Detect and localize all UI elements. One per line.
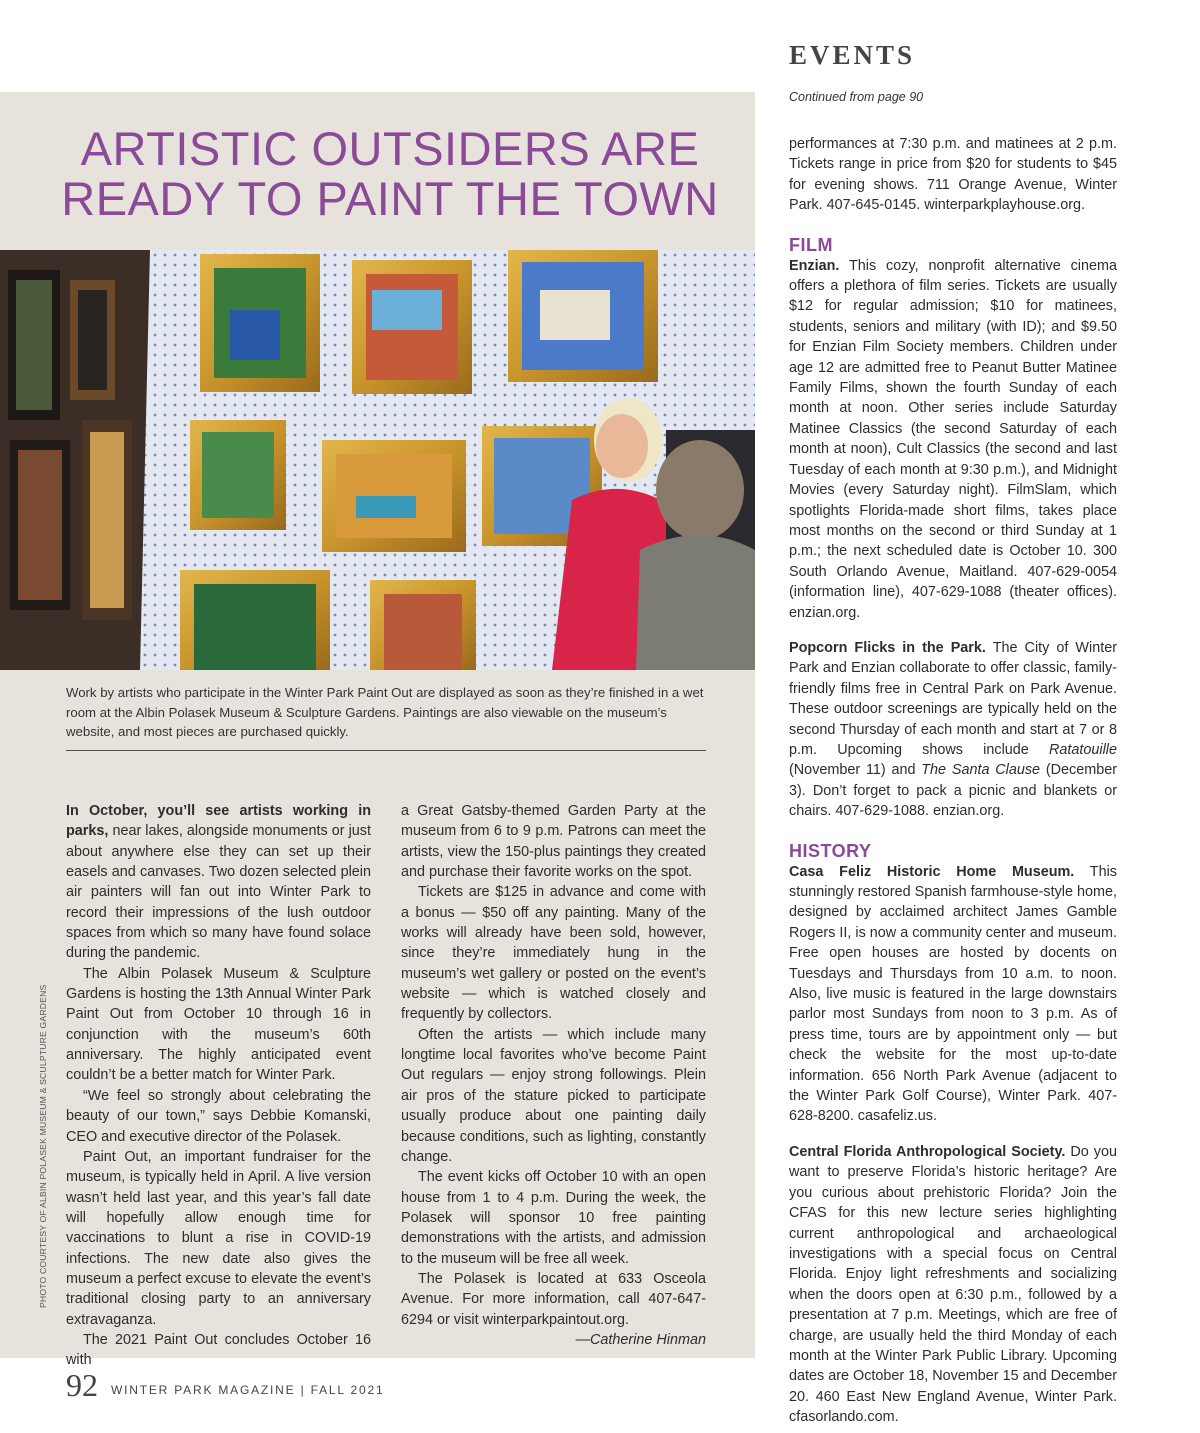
gallery-photo-illustration [0,250,755,670]
gallery-photo [0,250,755,670]
listing-name: Central Florida Anthropological Society. [789,1143,1066,1160]
caption-divider [66,750,706,751]
listing-name: Enzian. [789,257,840,274]
headline-line-1: ARTISTIC OUTSIDERS ARE [80,122,700,175]
listing-text: (December 3). Don’t forget to pack a picnic and blankets or chairs. 407-629-1088. enzian.org. [789,762,1117,820]
category-heading-history: HISTORY [789,840,872,861]
section-title: EVENTS [789,40,916,70]
listing-text: (November 11) and [789,762,922,779]
photo-credit: PHOTO COURTESY OF ALBIN POLASEK MUSEUM & SCULPTURE GARDENS [38,984,48,1308]
listing-text: This cozy, nonprofit alternative cinema offers a plethora of film series. Tickets are usually $12 for regular admission; $10 for matinees, students, seniors and military (with ID); and $9.50 for Enzian Film Society members. Children under age 12 are admitted free to Peanut Butter Matinee Family Films, shown the fourth Sunday of each month at noon. Other series include Saturday Matinee Classics (the second Saturday of each month at noon), Cult Classics (the second and last Tuesday of each month at 9:30 p.m.), and Midnight Movies (every Saturday night). FilmSlam, which spotlights Florida-made short films, takes place most months on the second or third Sunday at 1 p.m.; the next scheduled date is October 10. 300 South Orlando Avenue, Maitland. 407-629-0054 (information line), 407-629-1088 (theater offices). enzian.org. [789,257,1117,621]
film-title: Ratatouille [1049,741,1117,758]
article-paragraph: The Polasek is located at 633 Osceola Avenue. For more information, call 407-647-6294 or visit winterparkpaintout.org. [401,1270,706,1328]
listing-name: Casa Feliz Historic Home Museum. [789,863,1075,880]
article-paragraph: “We feel so strongly about celebrating the beauty of our town,” says Debbie Komanski, CEO and executive director of the Polasek. [66,1087,371,1145]
continued-note: Continued from page 90 [789,90,924,104]
listing-continued-text: performances at 7:30 p.m. and matinees at 2 p.m. Tickets range in price from $20 for students to $45 for evening shows. 711 Orange Avenue, Winter Park. 407-645-0145. winterparkplayhouse.org. [789,136,1117,214]
listing-text: The City of Winter Park and Enzian collaborate to offer classic, family-friendly films free in Central Park on Park Avenue. These outdoor screenings are typically held on the second Thursday of each month and start at 7 or 8 p.m. Upcoming shows include [789,639,1117,758]
article-paragraph [66,801,371,964]
publication-footer: WINTER PARK MAGAZINE | FALL 2021 [111,1383,385,1397]
article-lead-rest: near lakes, alongside monuments or just about anywhere else they can set up their easels and canvases. Two dozen selected plein air painters will fan out into Winter Park to record their impressions of the lush outdoor spaces from which so many have found solace during the pandemic. [66,823,371,962]
article-paragraph-continued: a Great Gatsby-themed Garden Party at the museum from 6 to 9 p.m. Patrons can meet the artists, view the 150-plus paintings they created and purchase their favorite works on the spot. [401,803,706,881]
article-column-1 [66,801,371,1371]
headline-line-2: READY TO PAINT THE TOWN [61,172,719,225]
article-byline: —Catherine Hinman [575,1331,706,1348]
article-paragraph: Often the artists — which include many longtime local favorites who’ve become Paint Out regulars — enjoy strong followings. Plein air pros of the stature picked to participate usually produce about one painting daily because conditions, such as lighting, constantly change. [401,1026,706,1165]
article-lead: In October, you’ll see artists working in parks, [66,803,371,840]
listing-enzian [789,256,1117,623]
listing-popcorn-flicks [789,638,1117,822]
listing-name: Popcorn Flicks in the Park. [789,639,986,656]
article-paragraph-continued: The 2021 Paint Out concludes October 16 with [66,1331,371,1369]
listing-text: This stunningly restored Spanish farmhouse-style home, designed by acclaimed architect James Gamble Rogers II, is now a community center and museum. Free open houses are hosted by docents on Tuesdays and Thursdays from 10 a.m. to noon. Also, live music is featured in the large downstairs parlor most Sundays from noon to 3 p.m. As of press time, tours are by appointment only — but check the website for the most up-to-date information. 656 North Park Avenue (adjacent to the Winter Park Golf Course), Winter Park. 407-628-8200. casafeliz.us. [789,863,1117,1125]
article-column-2 [401,801,706,1350]
listing-text: Do you want to preserve Florida’s historic heritage? Are you curious about prehistoric Florida? Join the CFAS for this new lecture series highlighting current anthropological and archaeological investigations with a special focus on Central Florida. Enjoy light refreshments and socializing when the doors open at 6:30 p.m., followed by a presentation at 7 p.m. Meetings, which are free of charge, are usually held the third Monday of each month at the Winter Park Public Library. Upcoming dates are October 18, November 15 and December 20. 460 East New England Avenue, Winter Park. cfasorlando.com. [789,1143,1117,1426]
article-paragraph: Paint Out, an important fundraiser for the museum, is typically held in April. A live version wasn’t held last year, and this year’s fall date will hopefully allow enough time for vaccinations to blunt a rise in COVID-19 infections. The new date also gives the museum a perfect excuse to elevate the event’s traditional closing party to an anniversary extravaganza. [66,1148,371,1328]
page-number: 92 [66,1367,98,1403]
photo-caption: Work by artists who participate in the Winter Park Paint Out are displayed as soon as they’re finished in a wet room at the Albin Polasek Museum & Sculpture Gardens. Paintings are also viewable on the museum’s website, and most pieces are purchased quickly. [66,685,704,739]
film-title: The Santa Clause [921,762,1041,779]
article-paragraph: The Albin Polasek Museum & Sculpture Gardens is hosting the 13th Annual Winter Park Paint Out from October 10 through 16 in conjunction with the museum’s 60th anniversary. The highly anticipated event couldn’t be a better match for Winter Park. [66,965,371,1084]
article-paragraph: Tickets are $125 in advance and come with a bonus — $50 off any painting. Many of the works will already have been sold, however, since they’re immediately hung in the museum’s wet gallery or posted on the event’s website — which is watched closely and frequently by collectors. [401,884,706,1023]
listing-casa-feliz [789,862,1117,1127]
category-heading-film: FILM [789,234,833,255]
article-paragraph: The event kicks off October 10 with an open house from 1 to 4 p.m. During the week, the Polasek will sponsor 10 free painting demonstrations with the artists, and admission to the museum will be free all week. [401,1169,706,1267]
listing-cfas [789,1142,1117,1428]
feature-headline [40,124,740,224]
listings-column [789,134,1117,1428]
